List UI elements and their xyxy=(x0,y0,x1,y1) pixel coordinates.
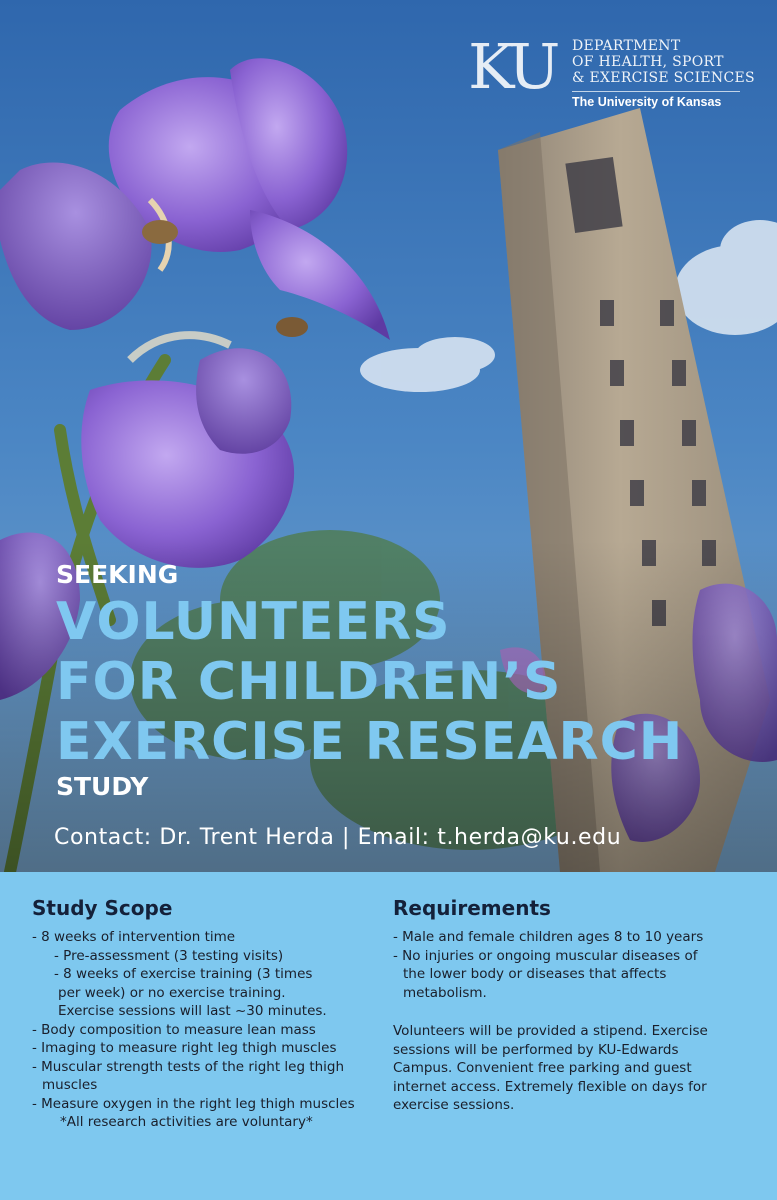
headline-line: VOLUNTEERS xyxy=(56,592,451,652)
list-item: muscles xyxy=(42,1077,98,1093)
list-item: - 8 weeks of exercise training (3 times xyxy=(54,966,313,982)
department-line: & EXERCISE SCIENCES xyxy=(572,70,755,86)
list-item: - No injuries or ongoing muscular diseases of xyxy=(393,947,698,964)
department-line: DEPARTMENT xyxy=(572,38,681,54)
list-item: metabolism. xyxy=(403,984,487,1001)
headline-line: FOR CHILDREN’S xyxy=(56,652,562,712)
list-item: Exercise sessions will last ~30 minutes. xyxy=(58,1003,327,1019)
section-heading: Requirements xyxy=(393,896,551,920)
list-item: - Imaging to measure right leg thigh muscles xyxy=(32,1040,337,1056)
voluntary-note: *All research activities are voluntary* xyxy=(60,1114,313,1130)
ku-department-logo xyxy=(468,30,755,116)
headline-line: EXERCISE RESEARCH xyxy=(56,712,684,772)
university-name: The University of Kansas xyxy=(572,95,722,109)
department-line: OF HEALTH, SPORT xyxy=(572,54,724,70)
list-item: - Pre-assessment (3 testing visits) xyxy=(54,947,284,964)
headline xyxy=(56,560,683,802)
list-item: the lower body or diseases that affects xyxy=(403,966,667,982)
list-item: per week) or no exercise training. xyxy=(58,984,286,1001)
stipend-paragraph: Volunteers will be provided a stipend. Exercise sessions will be performed by KU-Edwards Campus. Convenient free parking and guest internet access. Extremely flexible on days for exercise sessions. xyxy=(393,1023,708,1113)
ku-logo-mark: KU xyxy=(468,30,557,103)
list-item: - Male and female children ages 8 to 10 years xyxy=(393,929,704,945)
section-heading: Study Scope xyxy=(32,896,173,920)
list-item: - Muscular strength tests of the right leg thigh xyxy=(32,1058,345,1075)
department-name xyxy=(572,38,755,86)
study-label: STUDY xyxy=(56,772,149,801)
requirements-section xyxy=(393,894,733,1115)
seeking-label: SEEKING xyxy=(56,560,179,589)
list-item: - 8 weeks of intervention time xyxy=(32,929,236,945)
study-scope-list xyxy=(32,928,377,1132)
list-item: - Measure oxygen in the right leg thigh muscles xyxy=(32,1095,355,1112)
study-scope-section xyxy=(32,894,377,1132)
info-panel xyxy=(0,872,777,1200)
contact-line: Contact: Dr. Trent Herda | Email: t.herda@ku.edu xyxy=(54,825,622,850)
list-item: - Body composition to measure lean mass xyxy=(32,1021,316,1038)
requirements-list xyxy=(393,928,733,1002)
logo-divider xyxy=(572,91,740,92)
